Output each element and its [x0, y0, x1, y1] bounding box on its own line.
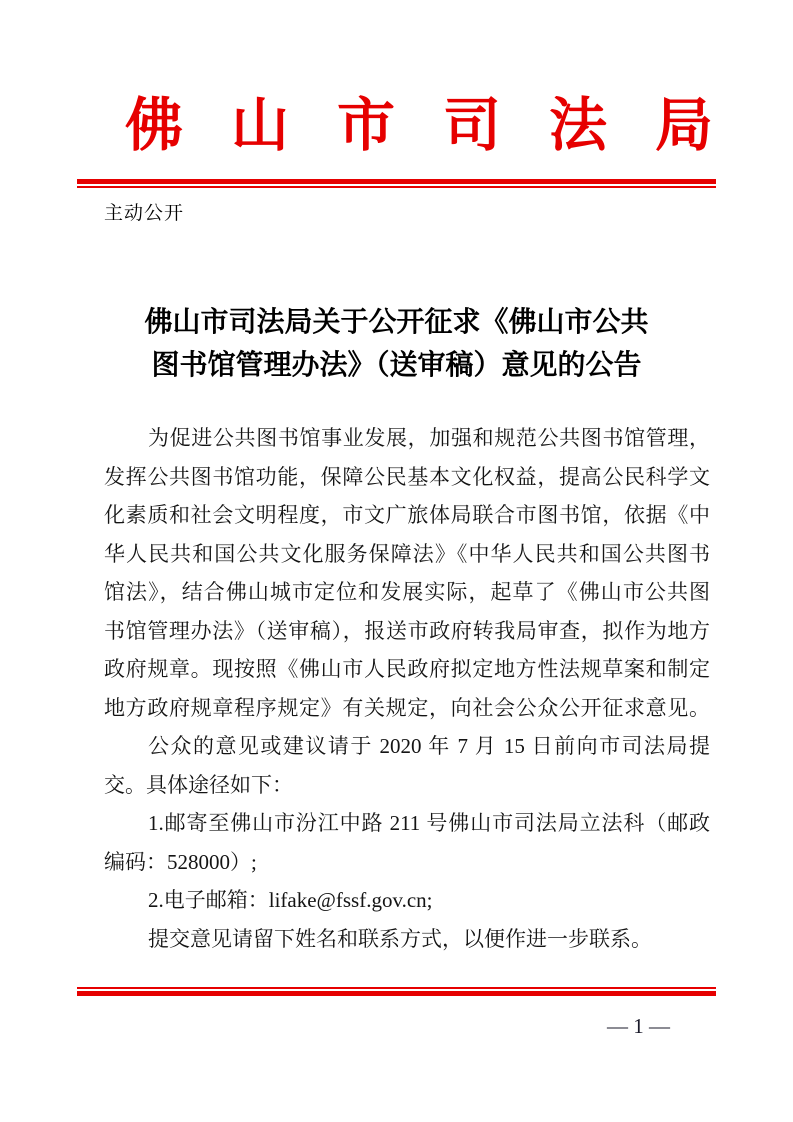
document-title: [77, 301, 716, 387]
body-line: 馆法》，结合佛山城市定位和发展实际，起草了《佛山市公共图: [104, 580, 710, 604]
page-number: — 1 —: [607, 1014, 670, 1038]
disclosure-label: 主动公开: [104, 203, 185, 224]
footer-separator-rule: [77, 987, 716, 996]
body-line: 为促进公共图书馆事业发展，加强和规范公共图书馆管理，: [148, 426, 710, 450]
body-line: 交。具体途径如下：: [104, 772, 293, 797]
body-line: 化素质和社会文明程度，市文广旅体局联合市图书馆，依据《中: [104, 503, 710, 527]
body-line: 2.电子邮箱：lifake@fssf.gov.cn;: [148, 888, 433, 912]
document-body: [104, 419, 710, 958]
body-line: 地方政府规章程序规定》有关规定，向社会公众公开征求意见。: [104, 695, 710, 720]
body-line: 公众的意见或建议请于 2020 年 7 月 15 日前向市司法局提: [148, 734, 710, 758]
body-line: 1.邮寄至佛山市汾江中路 211 号佛山市司法局立法科（邮政: [148, 811, 710, 835]
rule-thin-line: [77, 186, 716, 188]
rule-thick-line: [77, 991, 716, 996]
agency-header-title: 佛山市司法局: [125, 93, 762, 158]
document-title-line1: 佛山市司法局关于公开征求《佛山市公共: [144, 307, 649, 338]
body-line: 政府规章。现按照《佛山市人民政府拟定地方性法规草案和制定: [104, 657, 710, 681]
document-title-line2: 图书馆管理办法》（送审稿）意见的公告: [151, 350, 642, 381]
header-separator-rule: [77, 179, 716, 188]
body-line: 编码：528000）;: [104, 849, 257, 874]
body-line: 华人民共和国公共文化服务保障法》《中华人民共和国公共图书: [104, 541, 710, 566]
body-line: 提交意见请留下姓名和联系方式，以便作进一步联系。: [148, 926, 652, 951]
body-line: 书馆管理办法》（送审稿），报送市政府转我局审查，拟作为地方: [104, 618, 710, 643]
body-line: 发挥公共图书馆功能，保障公民基本文化权益，提高公民科学文: [104, 464, 710, 489]
